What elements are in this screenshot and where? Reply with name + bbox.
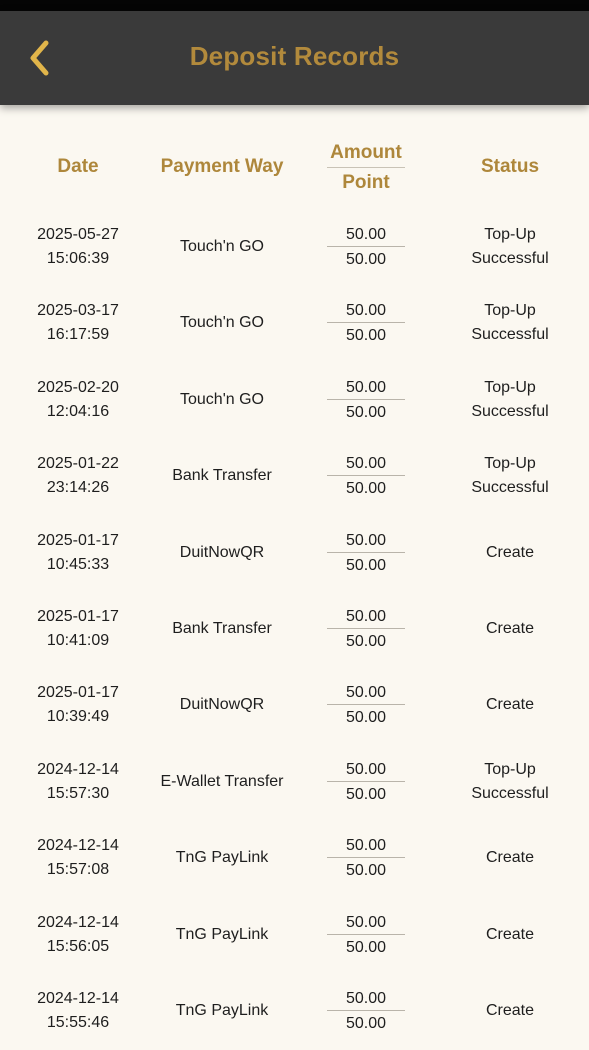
record-date [0, 758, 156, 806]
record-status-line1: Create [485, 696, 535, 714]
record-date-day: 2024-12-14 [37, 837, 119, 855]
record-point: 50.00 [345, 403, 387, 421]
record-amount-point [327, 223, 405, 271]
record-status [430, 223, 589, 271]
record-amount-point [327, 681, 405, 729]
record-payment-way: E-Wallet Transfer [160, 772, 284, 790]
record-point: 50.00 [345, 938, 387, 956]
record-date [0, 529, 156, 577]
record-point: 50.00 [345, 1014, 387, 1032]
record-date-time: 10:41:09 [46, 631, 110, 649]
record-point: 50.00 [345, 632, 387, 650]
record-amount-point [327, 605, 405, 653]
table-row[interactable] [0, 286, 589, 362]
record-date-time: 15:55:46 [46, 1013, 110, 1031]
page-title: Deposit Records [189, 41, 400, 71]
records-list [0, 210, 589, 1050]
record-status-line1: Create [485, 849, 535, 867]
navigation-bar [0, 11, 589, 105]
record-date-time: 15:06:39 [46, 250, 110, 267]
record-status-line2: Successful [471, 250, 549, 267]
record-date-day: 2025-05-27 [37, 226, 119, 243]
record-date-time: 16:17:59 [46, 326, 110, 344]
table-row[interactable] [0, 668, 589, 744]
record-date-day: 2025-01-17 [37, 684, 119, 702]
record-date-day: 2024-12-14 [37, 760, 119, 778]
record-point: 50.00 [345, 785, 387, 803]
record-status [430, 999, 589, 1023]
record-status [430, 299, 589, 347]
record-date [0, 834, 156, 882]
record-payment-way: TnG PayLink [175, 1001, 269, 1019]
column-header-amount: Amount [330, 142, 402, 163]
record-amount: 50.00 [345, 989, 387, 1007]
record-amount-point [327, 758, 405, 806]
record-point: 50.00 [345, 709, 387, 727]
record-date-day: 2024-12-14 [37, 989, 119, 1007]
record-amount-point [327, 529, 405, 577]
record-date-time: 23:14:26 [46, 479, 110, 497]
record-date-time: 15:56:05 [46, 937, 110, 955]
table-row[interactable] [0, 210, 589, 286]
column-header-status: Status [480, 156, 540, 177]
record-status-line1: Top-Up [484, 226, 536, 243]
record-status-line1: Create [485, 925, 535, 943]
record-status [430, 617, 589, 641]
record-date-day: 2024-12-14 [37, 913, 119, 931]
record-amount: 50.00 [345, 913, 387, 931]
header-divider [327, 167, 405, 168]
record-status-line2: Successful [471, 784, 549, 802]
record-date [0, 911, 156, 959]
record-date [0, 605, 156, 653]
record-date [0, 681, 156, 729]
record-status [430, 923, 589, 947]
record-status-line1: Create [485, 543, 535, 561]
record-point: 50.00 [345, 327, 387, 345]
table-row[interactable] [0, 516, 589, 592]
table-row[interactable] [0, 439, 589, 515]
status-bar [0, 0, 589, 11]
record-status [430, 846, 589, 870]
record-status-line2: Successful [471, 326, 549, 344]
record-point: 50.00 [345, 556, 387, 574]
record-payment-way: Touch'n GO [180, 238, 264, 255]
record-date-time: 15:57:30 [46, 784, 110, 802]
record-amount: 50.00 [345, 226, 387, 243]
record-amount-point [327, 834, 405, 882]
record-amount-point [327, 299, 405, 347]
record-payment-way: Touch'n GO [180, 314, 264, 332]
record-payment-way: DuitNowQR [179, 696, 265, 714]
record-date [0, 299, 156, 347]
table-row[interactable] [0, 592, 589, 668]
record-status-line1: Top-Up [484, 455, 536, 473]
record-amount: 50.00 [345, 302, 387, 320]
record-amount-point [327, 376, 405, 424]
record-payment-way: Bank Transfer [172, 467, 272, 485]
record-status [430, 758, 589, 806]
record-amount-point [327, 452, 405, 500]
record-status [430, 452, 589, 500]
record-date-day: 2025-03-17 [37, 302, 119, 320]
table-row[interactable] [0, 745, 589, 821]
record-date-day: 2025-02-20 [37, 378, 119, 396]
record-status [430, 541, 589, 565]
record-date-day: 2025-01-22 [37, 455, 119, 473]
table-header [0, 105, 589, 225]
record-status-line2: Successful [471, 402, 549, 420]
record-amount: 50.00 [345, 837, 387, 855]
record-date-time: 10:45:33 [46, 555, 110, 573]
record-amount: 50.00 [345, 531, 387, 549]
column-header-payment-way: Payment Way [160, 156, 284, 177]
record-status-line2: Successful [471, 479, 549, 497]
record-point: 50.00 [345, 480, 387, 498]
record-date [0, 223, 156, 271]
record-amount: 50.00 [345, 607, 387, 625]
record-date-day: 2025-01-17 [37, 607, 119, 625]
table-row[interactable] [0, 898, 589, 974]
record-status-line1: Create [485, 619, 535, 637]
record-date-day: 2025-01-17 [37, 531, 119, 549]
record-payment-way: Touch'n GO [180, 390, 264, 408]
record-amount: 50.00 [345, 684, 387, 702]
record-status-line1: Create [485, 1001, 535, 1019]
table-row[interactable] [0, 974, 589, 1050]
record-date [0, 452, 156, 500]
record-date-time: 15:57:08 [46, 861, 110, 879]
record-payment-way: Bank Transfer [172, 619, 272, 637]
record-date-time: 10:39:49 [46, 708, 110, 726]
record-amount: 50.00 [345, 455, 387, 473]
column-header-date: Date [57, 156, 99, 177]
record-amount: 50.00 [345, 378, 387, 396]
table-row[interactable] [0, 821, 589, 897]
record-amount: 50.00 [345, 760, 387, 778]
column-header-amount-point [327, 140, 405, 195]
record-payment-way: DuitNowQR [179, 543, 265, 561]
record-point: 50.00 [345, 862, 387, 880]
table-row[interactable] [0, 363, 589, 439]
record-payment-way: TnG PayLink [175, 849, 269, 867]
column-header-point: Point [342, 172, 390, 193]
record-date-time: 12:04:16 [46, 402, 110, 420]
record-status-line1: Top-Up [484, 760, 536, 778]
record-amount-point [327, 911, 405, 959]
record-payment-way: TnG PayLink [175, 925, 269, 943]
record-date [0, 376, 156, 424]
record-point: 50.00 [345, 251, 387, 268]
record-status [430, 376, 589, 424]
record-status-line1: Top-Up [484, 302, 536, 320]
record-status-line1: Top-Up [484, 378, 536, 396]
record-status [430, 693, 589, 717]
